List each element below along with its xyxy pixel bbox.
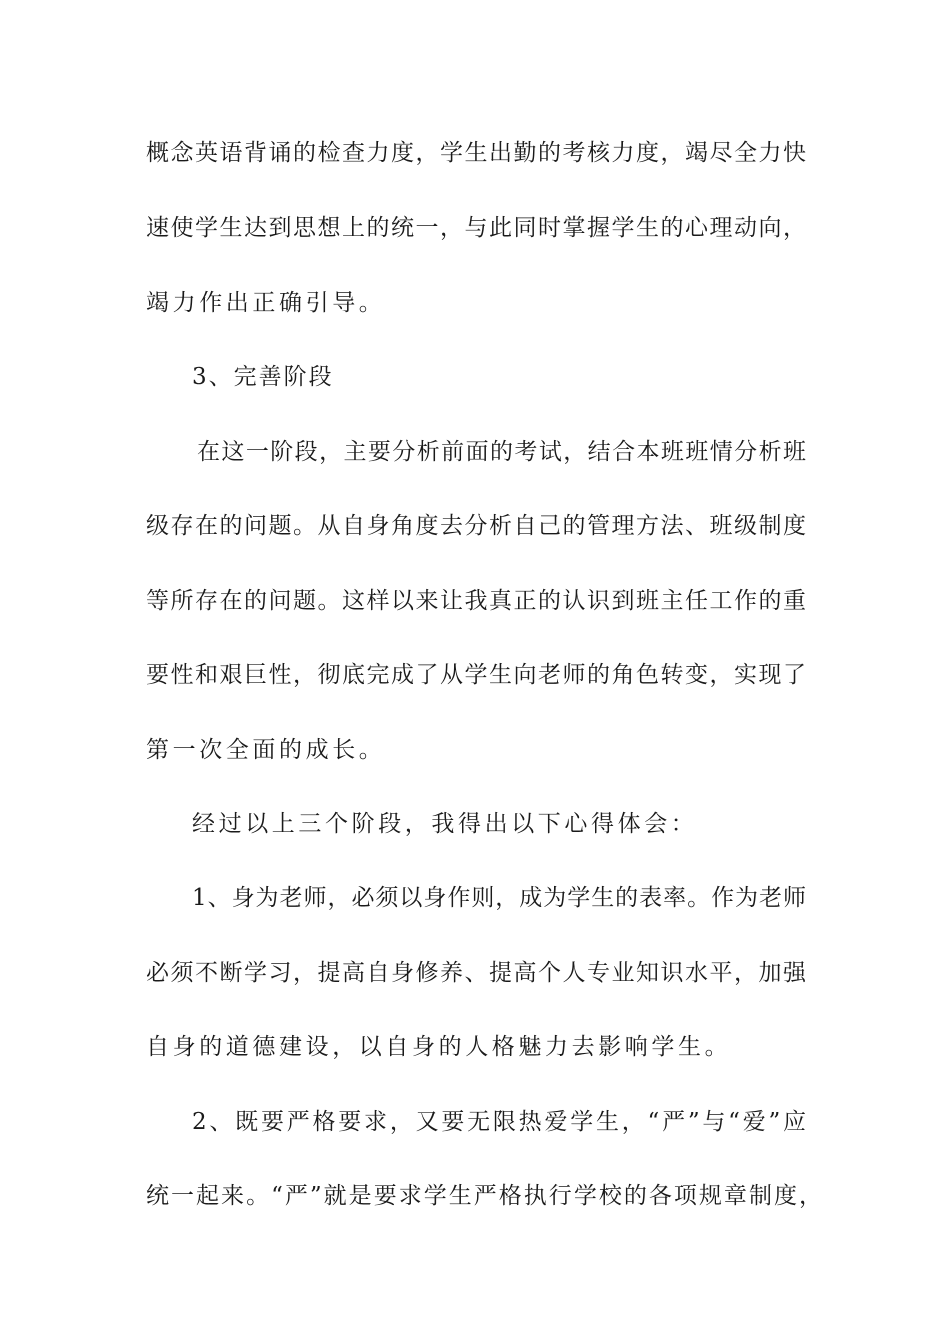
paragraph-line: 竭力作出正确引导。	[146, 290, 386, 316]
paragraph-line: 统一起来。“严”就是要求学生严格执行学校的各项规章制度，	[146, 1183, 822, 1209]
paragraph-line: 要性和艰巨性，彻底完成了从学生向老师的角色转变，实现了	[146, 662, 806, 688]
paragraph-line: 等所存在的问题。这样以来让我真正的认识到班主任工作的重	[146, 588, 806, 614]
paragraph-line: 级存在的问题。从自身角度去分析自己的管理方法、班级制度	[146, 513, 806, 539]
paragraph-line: 自身的道德建设，以自身的人格魅力去影响学生。	[146, 1034, 732, 1060]
paragraph-line: 在这一阶段，主要分析前面的考试，结合本班班情分析班	[197, 439, 806, 465]
paragraph-line: 必须不断学习，提高自身修养、提高个人专业知识水平，加强	[146, 960, 806, 986]
paragraph-line: 概念英语背诵的检查力度，学生出勤的考核力度，竭尽全力快	[146, 140, 806, 166]
paragraph-line: 2、既要严格要求，又要无限热爱学生，“严”与“爱”应	[192, 1109, 806, 1135]
paragraph-line: 第一次全面的成长。	[146, 737, 386, 763]
paragraph-line: 1、身为老师，必须以身作则，成为学生的表率。作为老师	[192, 885, 806, 911]
paragraph-line: 速使学生达到思想上的统一，与此同时掌握学生的心理动向，	[146, 215, 806, 241]
section-heading: 3、完善阶段	[192, 364, 334, 390]
paragraph-line: 经过以上三个阶段，我得出以下心得体会：	[192, 811, 698, 837]
